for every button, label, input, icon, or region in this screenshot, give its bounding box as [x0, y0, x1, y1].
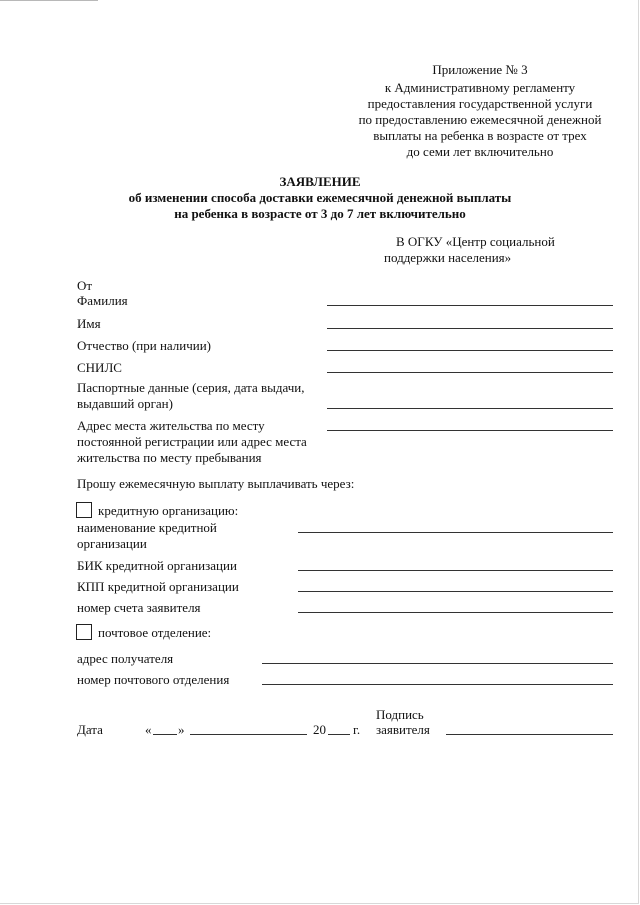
post-option-checkbox[interactable] — [76, 624, 92, 640]
snils-field[interactable] — [327, 372, 613, 373]
bank-name-field[interactable] — [298, 532, 613, 533]
recipient-address-label: адрес получателя — [77, 651, 174, 666]
addressee-line-2: поддержки населения» — [384, 250, 512, 265]
date-month-field[interactable] — [190, 734, 307, 735]
document-subtitle-1: об изменении способа доставки ежемесячной денежной выплаты — [128, 190, 512, 205]
addressee-line-1: В ОГКУ «Центр социальной — [396, 234, 555, 249]
date-label: Дата — [77, 722, 103, 737]
date-year-suffix: г. — [353, 722, 361, 737]
bank-name-label-1: наименование кредитной — [77, 520, 217, 535]
kpp-field[interactable] — [298, 591, 613, 592]
patronymic-field[interactable] — [327, 350, 613, 351]
appendix-line-3: предоставления государственной услуги — [367, 96, 593, 111]
date-day-field[interactable] — [153, 734, 177, 735]
signature-field[interactable] — [446, 734, 613, 735]
account-field[interactable] — [298, 612, 613, 613]
appendix-line-2: к Административному регламенту — [384, 80, 576, 95]
snils-label: СНИЛС — [77, 360, 122, 375]
patronymic-label: Отчество (при наличии) — [77, 338, 212, 353]
address-label-3: жительства по месту пребывания — [77, 450, 262, 465]
page-edge-line — [0, 0, 98, 1]
address-label-2: постоянной регистрации или адрес места — [77, 434, 307, 449]
account-label: номер счета заявителя — [77, 600, 201, 615]
surname-label: Фамилия — [77, 293, 128, 308]
appendix-line-6: до семи лет включительно — [406, 144, 554, 159]
date-quote-close: » — [178, 722, 185, 737]
post-option-label: почтовое отделение: — [98, 625, 212, 640]
passport-field[interactable] — [327, 408, 613, 409]
bik-field[interactable] — [298, 570, 613, 571]
signature-label-1: Подпись — [376, 707, 424, 722]
kpp-label: КПП кредитной организации — [77, 579, 239, 594]
recipient-address-field[interactable] — [262, 663, 613, 664]
document-title: ЗАЯВЛЕНИЕ — [279, 174, 361, 189]
date-year-prefix: 20 — [313, 722, 326, 737]
appendix-line-1: Приложение № 3 — [432, 62, 528, 77]
post-office-field[interactable] — [262, 684, 613, 685]
address-label-1: Адрес места жительства по месту — [77, 418, 265, 433]
from-label: От — [77, 278, 93, 293]
request-text: Прошу ежемесячную выплату выплачивать через: — [77, 476, 355, 491]
bank-option-label: кредитную организацию: — [98, 503, 239, 518]
appendix-line-5: выплаты на ребенка в возрасте от трех — [373, 128, 587, 143]
post-office-label: номер почтового отделения — [77, 672, 230, 687]
passport-label-2: выдавший орган) — [77, 396, 173, 411]
signature-label-2: заявителя — [376, 722, 430, 737]
name-label: Имя — [77, 316, 101, 331]
date-quote-open: « — [145, 722, 152, 737]
bik-label: БИК кредитной организации — [77, 558, 237, 573]
passport-label-1: Паспортные данные (серия, дата выдачи, — [77, 380, 305, 395]
bank-option-checkbox[interactable] — [76, 502, 92, 518]
name-field[interactable] — [327, 328, 613, 329]
date-year-field[interactable] — [328, 734, 350, 735]
bank-name-label-2: организации — [77, 536, 147, 551]
surname-field[interactable] — [327, 305, 613, 306]
document-subtitle-2: на ребенка в возрасте от 3 до 7 лет включительно — [174, 206, 466, 221]
appendix-line-4: по предоставлению ежемесячной денежной — [358, 112, 602, 127]
address-field[interactable] — [327, 430, 613, 431]
